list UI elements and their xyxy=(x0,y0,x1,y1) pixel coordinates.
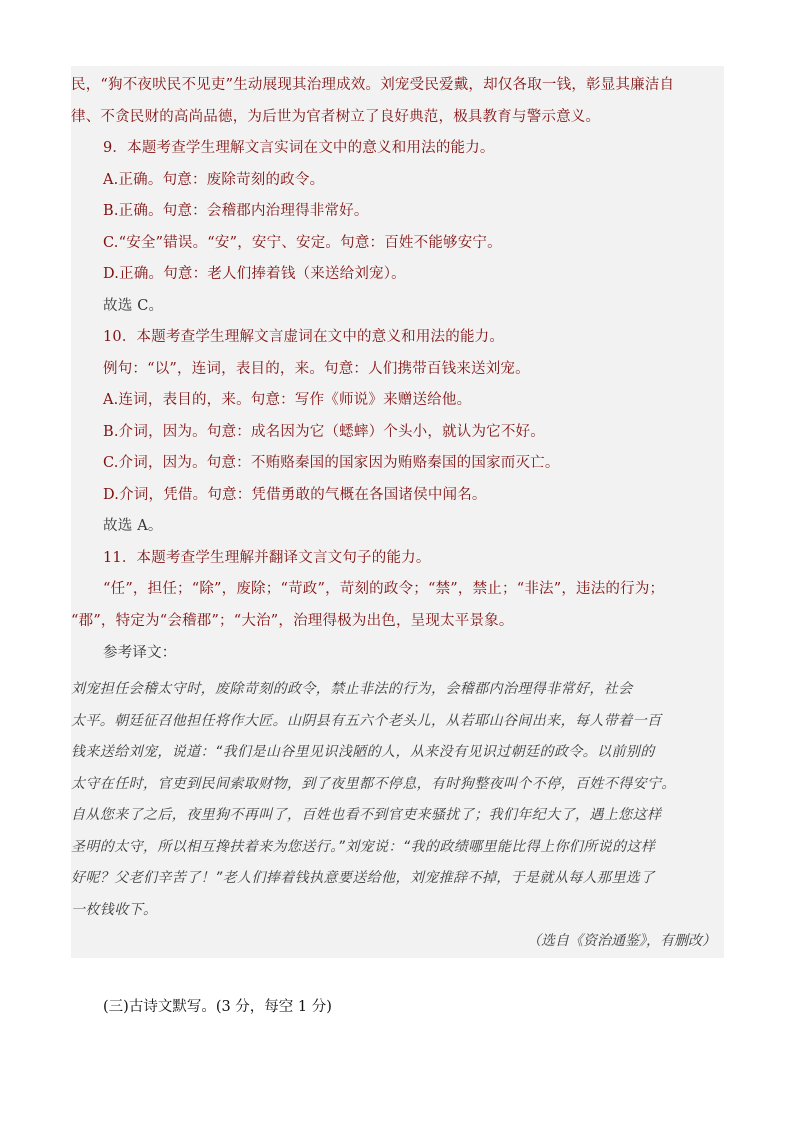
translation-line: 刘宠担任会稽太守时，废除苛刻的政令，禁止非法的行为，会稽郡内治理得非常好，社会 xyxy=(71,681,633,697)
q11-keypoints: “任”，担任；“除”，废除；“苛政”，苛刻的政令；“禁”，禁止；“非法”，违法的行为； xyxy=(103,581,665,597)
q9-answer: 故选 C。 xyxy=(103,298,164,314)
q10-heading: 10．本题考查学生理解文言虚词在文中的意义和用法的能力。 xyxy=(103,329,505,345)
translation-line: 太守在任时，官吏到民间索取财物，到了夜里都不停息，有时狗整夜叫个不停，百姓不得安宁。 xyxy=(71,776,676,792)
q9-option-d: D.正确。句意：老人们捧着钱（来送给刘宠）。 xyxy=(103,266,406,282)
translation-line: 一枚钱收下。 xyxy=(71,902,158,918)
translation-line: 圣明的太守，所以相互搀扶着来为您送行。”刘宠说：“我的政绩哪里能比得上你们所说的这样 xyxy=(71,839,656,855)
q10-option-d: D.介词，凭借。句意：凭借勇敢的气概在各国诸侯中闻名。 xyxy=(103,487,487,503)
source-citation: （选自《资治通鉴》，有删改） xyxy=(527,933,716,949)
q9-option-b: B.正确。句意：会稽郡内治理得非常好。 xyxy=(103,203,369,219)
q10-example: 例句：“以”，连词，表目的，来。句意：人们携带百钱来送刘宠。 xyxy=(103,361,530,377)
section-heading: (三)古诗文默写。(3 分，每空 1 分) xyxy=(103,999,332,1015)
q10-option-a: A.连词，表目的，来。句意：写作《师说》来赠送给他。 xyxy=(103,392,472,408)
q11-keypoints-cont: “郡”，特定为“会稽郡”；“大治”，治理得极为出色，呈现太平景象。 xyxy=(71,613,514,629)
q9-option-c: C.“安全”错误。“安”，安宁、安定。句意：百姓不能够安宁。 xyxy=(103,235,502,251)
q10-option-c: C.介词，因为。句意：不贿赂秦国的国家因为贿赂秦国的国家而灭亡。 xyxy=(103,455,560,471)
translation-line: 太平。朝廷征召他担任将作大匠。山阴县有五六个老头儿，从若耶山谷间出来，每人带着一百 xyxy=(71,713,662,729)
q9-option-a: A.正确。句意：废除苛刻的政令。 xyxy=(103,172,325,188)
translation-line: 钱来送给刘宠，说道：“我们是山谷里见识浅陋的人，从来没有见识过朝廷的政令。以前别的 xyxy=(71,744,655,760)
translation-line: 自从您来了之后，夜里狗不再叫了，百姓也看不到官吏来骚扰了；我们年纪大了，遇上您这样 xyxy=(71,807,662,823)
answer-line: 律、不贪民财的高尚品德，为后世为官者树立了良好典范，极具教育与警示意义。 xyxy=(71,109,601,125)
answer-explanation-box xyxy=(71,66,724,958)
translation-line: 好呢？父老们辛苦了！”老人们捧着钱执意要送给他，刘宠推辞不掉，于是就从每人那里选了 xyxy=(71,870,655,886)
q11-heading: 11．本题考查学生理解并翻译文言文句子的能力。 xyxy=(103,550,431,566)
q10-answer: 故选 A。 xyxy=(103,518,163,534)
reference-translation-label: 参考译文： xyxy=(103,645,177,661)
q10-option-b: B.介词，因为。句意：成名因为它（蟋蟀）个头小，就认为它不好。 xyxy=(103,424,545,440)
answer-line: 民，“狗不夜吠民不见吏”生动展现其治理成效。刘宠受民爱戴，却仅各取一钱，彰显其廉洁自 xyxy=(71,77,675,93)
q9-heading: 9．本题考查学生理解文言实词在文中的意义和用法的能力。 xyxy=(103,140,495,156)
